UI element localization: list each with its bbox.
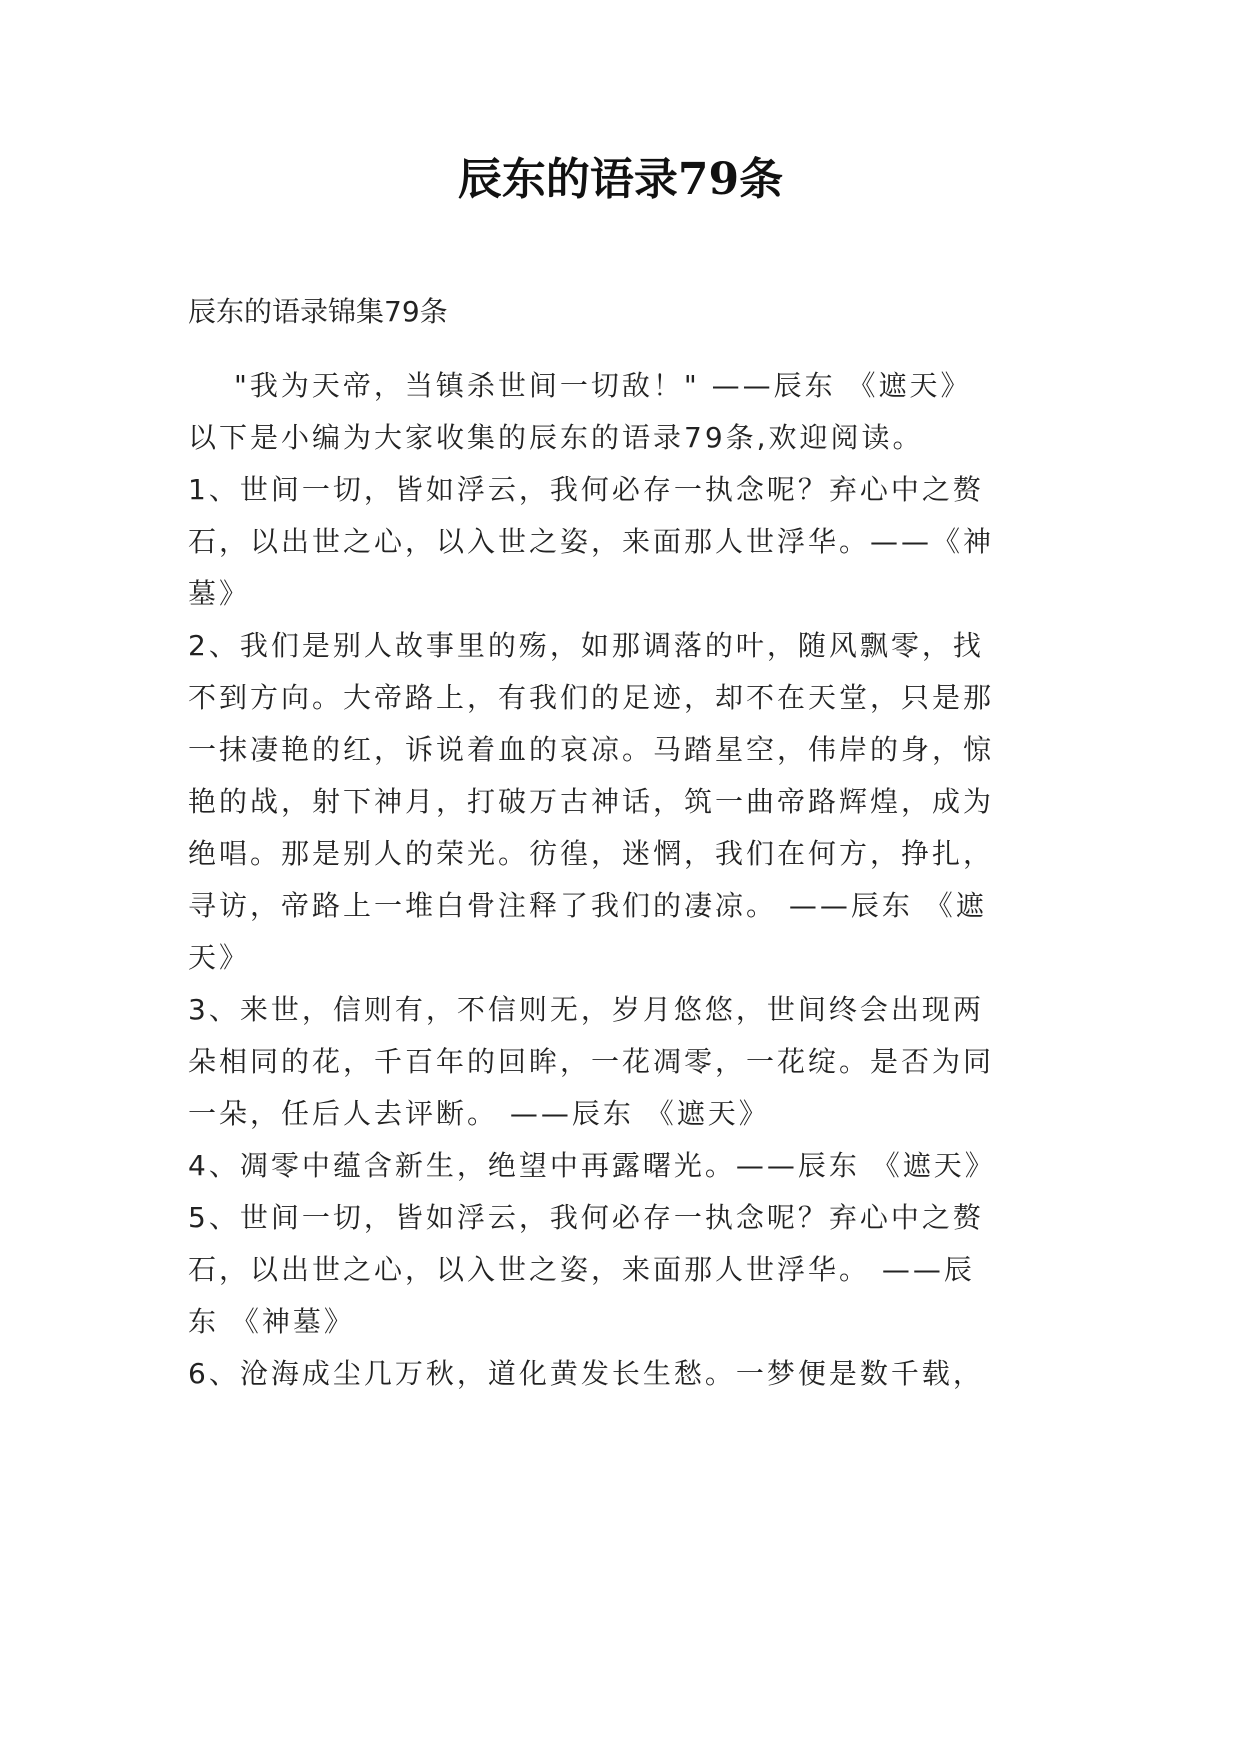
body-line: 寻访，帝路上一堆白骨注释了我们的凄凉。 ——辰东 《遮 <box>188 889 987 922</box>
body-line: 艳的战，射下神月，打破万古神话，筑一曲帝路辉煌，成为 <box>188 785 995 818</box>
body-line: 石，以出世之心，以入世之姿，来面那人世浮华。 ——辰 <box>188 1253 975 1286</box>
body-line: 绝唱。那是别人的荣光。彷徨，迷惘，我们在何方，挣扎， <box>188 837 995 870</box>
body-line: 1、世间一切，皆如浮云，我何必存一执念呢？弃心中之赘 <box>188 473 984 506</box>
body-line: 天》 <box>188 941 251 974</box>
body-line: 3、来世，信则有，不信则无，岁月悠悠，世间终会出现两 <box>188 993 984 1026</box>
document-title: 辰东的语录79条 <box>457 154 784 205</box>
body-line: 以下是小编为大家收集的辰东的语录79条,欢迎阅读。 <box>188 421 924 454</box>
body-line: 4、凋零中蕴含新生，绝望中再露曙光。——辰东 《遮天》 <box>188 1149 996 1182</box>
body-line: 一抹凄艳的红，诉说着血的哀凉。马踏星空，伟岸的身，惊 <box>188 733 995 766</box>
body-line: 一朵，任后人去评断。 ——辰东 《遮天》 <box>188 1097 770 1130</box>
body-line: "我为天帝，当镇杀世间一切敌！" ——辰东 《遮天》 <box>234 369 972 402</box>
body-line: 5、世间一切，皆如浮云，我何必存一执念呢？弃心中之赘 <box>188 1201 984 1234</box>
body-line: 2、我们是别人故事里的殇，如那调落的叶，随风飘零，找 <box>188 629 984 662</box>
body-line: 不到方向。大帝路上，有我们的足迹，却不在天堂，只是那 <box>188 681 995 714</box>
document-subtitle: 辰东的语录锦集79条 <box>188 295 448 328</box>
body-line: 墓》 <box>188 577 251 610</box>
body-line: 朵相同的花，千百年的回眸，一花凋零，一花绽。是否为同 <box>188 1045 995 1078</box>
body-line: 石，以出世之心，以入世之姿，来面那人世浮华。——《神 <box>188 525 995 558</box>
body-line: 东 《神墓》 <box>188 1305 355 1338</box>
body-line: 6、沧海成尘几万秋，道化黄发长生愁。一梦便是数千载， <box>188 1357 984 1390</box>
